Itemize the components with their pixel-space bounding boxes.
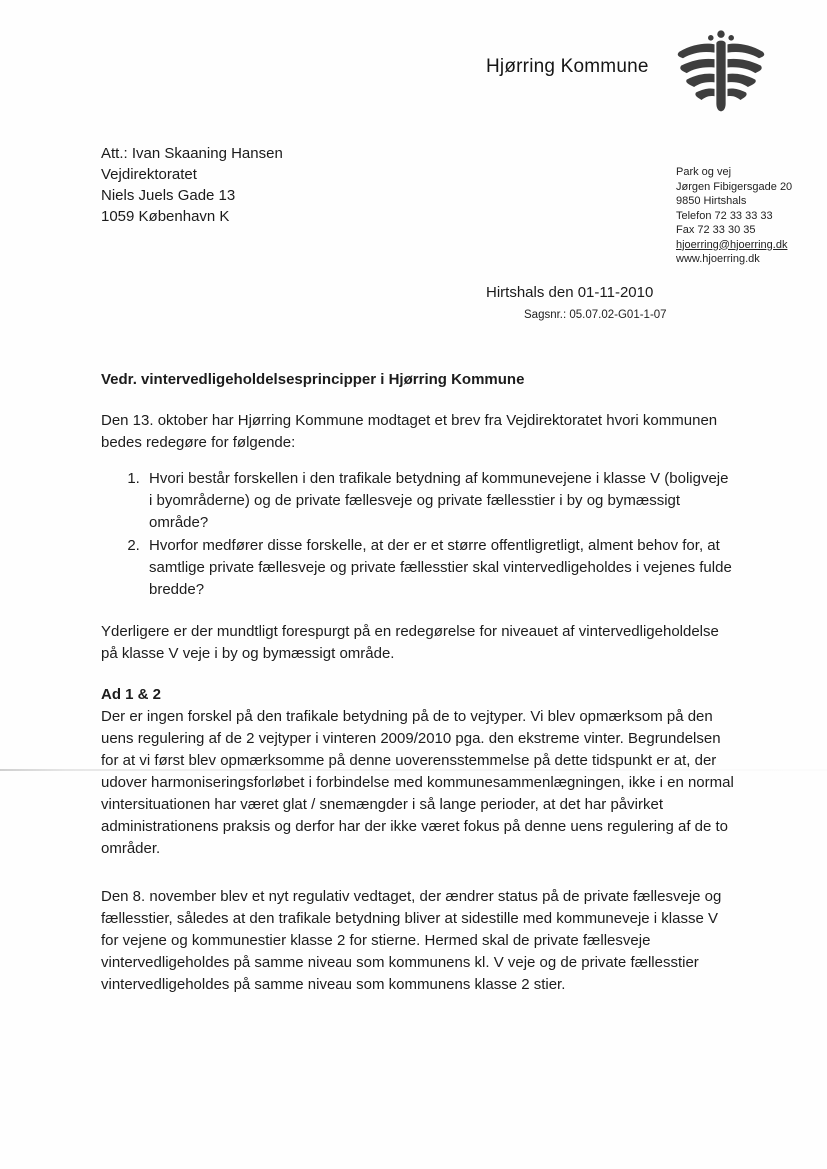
letter-subject: Vedr. vintervedligeholdelsesprincipper i Hjørring Kommune <box>101 371 525 388</box>
answer-paragraph-1: Der er ingen forskel på den trafikale betydning på de to vejtyper. Vi blev opmærksom på den uens regulering af de 2 vejtyper i vinteren 2009/2010 pga. den ekstreme vinter. Begrundelsen for at vi først blev opmærksomme på denne uoverensstemmelse på dette tidspunkt er at, der udover harmoniseringsforløbet i forbindelse med kommunesammenlægningen, ikke i en normal vintersituationen har været glat / snemængder i så lange perioder, at det har påvirket administrationens praksis og derfor har der ikke været fokus på denne uens regulering af de to områder. <box>101 708 734 857</box>
sender-department: Park og vej <box>676 166 732 178</box>
hjoerring-kommune-logo-icon <box>670 26 772 122</box>
sender-email-link: hjoerring@hjoerring.dk <box>676 238 788 251</box>
sender-city: 9850 Hirtshals <box>676 195 747 207</box>
page-title: Hjørring Kommune <box>486 56 649 77</box>
sender-street: Jørgen Fibigersgade 20 <box>676 180 793 193</box>
question-item-1: 1. Hvori består forskellen i den trafikale betydning af kommunevejene i klasse V (boligveje i byområderne) og de private fællesveje og private fællesstier i by og bymæssigt område? <box>144 468 734 534</box>
recipient-attention-line: Att.: Ivan Skaaning Hansen <box>101 145 283 162</box>
sender-website: www.hjoerring.dk <box>676 253 760 265</box>
question-item-2: 2. Hvorfor medfører disse forskelle, at der er et større offentligretligt, alment behov for, at samtlige private fællesveje og private fællesstier skal vintervedligeholdes i vejenes fulde bredde? <box>144 535 734 601</box>
answer-paragraph-2: Den 8. november blev et nyt regulativ vedtaget, der ændrer status på de private fællesveje og fællesstier, således at den trafikale betydning bliver at sidestille med kommuneveje i klasse V for vejene og kommunestier klasse 2 for stierne. Hermed skal de private fællesveje vintervedligeholdes på samme niveau som kommunens kl. V veje og de private fællesstier vintervedligeholdes på samme niveau som kommunens klasse 2 stier. <box>101 888 722 993</box>
recipient-city: 1059 København K <box>101 208 230 225</box>
after-list-paragraph: Yderligere er der mundtligt forespurgt på en redegørelse for niveauet af vintervedligeholdelse på klasse V veje i by og bymæssigt område. <box>101 623 719 662</box>
sender-phone: Telefon 72 33 33 33 <box>676 209 773 222</box>
recipient-organisation: Vejdirektoratet <box>101 166 197 183</box>
sender-fax: Fax 72 33 30 35 <box>676 224 756 236</box>
section-heading: Ad 1 & 2 <box>101 686 162 703</box>
intro-paragraph: Den 13. oktober har Hjørring Kommune modtaget et brev fra Vejdirektoratet hvori kommunen bedes redegøre for følgende: <box>101 412 718 451</box>
recipient-street: Niels Juels Gade 13 <box>101 187 236 204</box>
recipient-address <box>101 143 283 227</box>
date-line: Hirtshals den 01-11-2010 <box>486 284 654 301</box>
sender-contact-block <box>676 165 792 267</box>
case-number: Sagsnr.: 05.07.02-G01-1-07 <box>524 309 667 321</box>
question-list <box>118 468 734 602</box>
